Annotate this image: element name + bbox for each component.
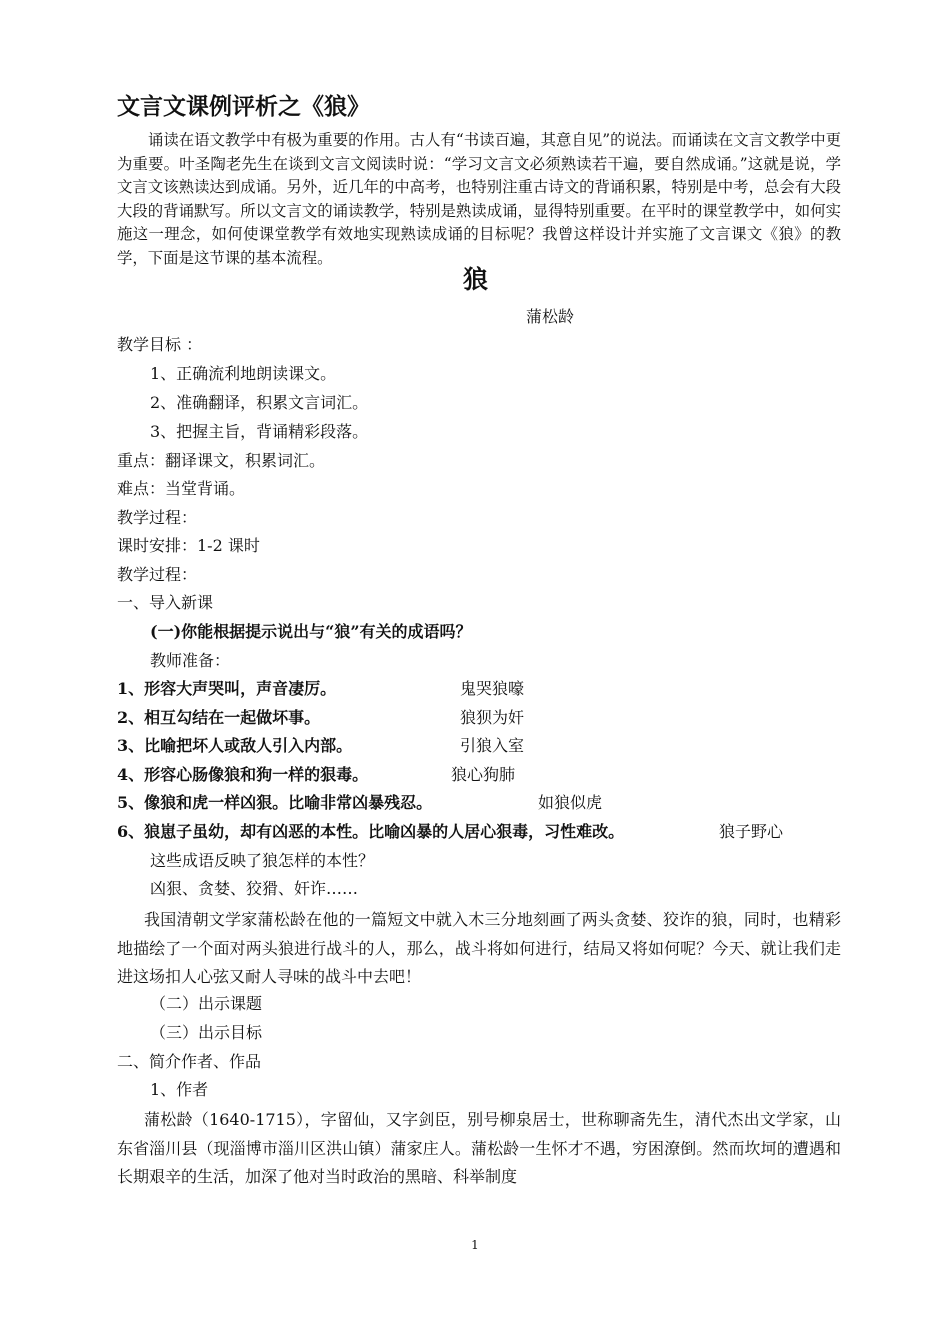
- poem-title: 狼: [463, 265, 489, 294]
- intro-paragraph: 诵读在语文教学中有极为重要的作用。古人有“书读百遍，其意自见”的说法。而诵读在文言文教学中更为重要。叶圣陶老先生在谈到文言文阅读时说：“学习文言文必须熟读若干遍，要自然成诵。”这就是说，学文言文该熟读达到成诵。另外，近几年的中高考，也特别注重古诗文的背诵积累，特别是中考，总会有大段大段的背诵默写。所以文言文的诵读教学，特别是熟读成诵，显得特别重要。在平时的课堂教学中，如何实施这一理念，如何使课堂教学有效地实现熟读成诵的目标呢？我曾这样设计并实施了文言课文《狼》的教学，下面是这节课的基本流程。: [117, 131, 841, 267]
- difficulty: 难点：当堂背诵。: [117, 479, 246, 498]
- idiom-hint: 6、狼崽子虽幼，却有凶恶的本性。比喻凶暴的人居心狠毒，习性难改。: [117, 822, 625, 841]
- idiom-answer: 狼子野心: [719, 822, 784, 841]
- author-name: 蒲松龄: [526, 307, 575, 326]
- idiom-hint: 5、像狼和虎一样凶狠。比喻非常凶暴残忍。: [117, 793, 433, 812]
- section-heading: 二、简介作者、作品: [117, 1052, 262, 1071]
- answer-traits: 凶狠、贪婪、狡猾、奸诈……: [150, 879, 359, 898]
- lead-in-paragraph: 我国清朝文学家蒲松龄在他的一篇短文中就入木三分地刻画了两头贪婪、狡诈的狼，同时，也精彩地描绘了一个面对两头狼进行战斗的人，那么，战斗将如何进行，结局又将如何呢？今天、就让我们走进这场扣人心弦又耐人寻味的战斗中去吧！: [117, 910, 841, 986]
- process-label: 教学过程：: [117, 508, 198, 527]
- idiom-hint: 3、比喻把坏人或敌人引入内部。: [117, 736, 353, 755]
- schedule: 课时安排：1-2 课时: [117, 536, 260, 555]
- idiom-answer: 狼狈为奸: [460, 708, 525, 727]
- goals-label: 教学目标 ：: [117, 335, 203, 354]
- page-number: 1: [471, 1238, 479, 1252]
- goal-item: 1、正确流利地朗读课文。: [150, 364, 337, 383]
- key-point: 重点：翻译课文，积累词汇。: [117, 451, 326, 470]
- subsection-heading: (一)你能根据提示说出与“狼”有关的成语吗？: [150, 622, 472, 641]
- idiom-hint: 1、形容大声哭叫，声音凄厉。: [117, 679, 337, 698]
- idiom-hint: 4、形容心肠像狼和狗一样的狠毒。: [117, 765, 369, 784]
- subsection-heading: （二）出示课题: [150, 994, 263, 1013]
- author-paragraph: 蒲松龄（1640-1715），字留仙，又字剑臣，别号柳泉居士，世称聊斋先生，清代杰出文学家，山东省淄川县（现淄博市淄川区洪山镇）蒲家庄人。蒲松龄一生怀才不遇，穷困潦倒。然而坎坷的遭遇和长期艰辛的生活，加深了他对当时政治的黑暗、科举制度: [117, 1110, 841, 1186]
- goal-item: 3、把握主旨，背诵精彩段落。: [150, 422, 369, 441]
- goal-item: 2、准确翻译，积累文言词汇。: [150, 393, 369, 412]
- idiom-hint: 2、相互勾结在一起做坏事。: [117, 708, 321, 727]
- subsection-heading: （三）出示目标: [150, 1023, 263, 1042]
- section-heading: 一、导入新课: [117, 593, 214, 612]
- teacher-prep-label: 教师准备：: [150, 651, 231, 670]
- idiom-answer: 鬼哭狼嚎: [460, 679, 525, 698]
- idiom-answer: 如狼似虎: [538, 793, 603, 812]
- idiom-answer: 引狼入室: [460, 736, 525, 755]
- process-label: 教学过程：: [117, 565, 198, 584]
- document-title: 文言文课例评析之《狼》: [117, 94, 370, 120]
- author-label: 1、作者: [150, 1080, 209, 1099]
- idiom-answer: 狼心狗肺: [451, 765, 516, 784]
- question: 这些成语反映了狼怎样的本性？: [150, 851, 375, 870]
